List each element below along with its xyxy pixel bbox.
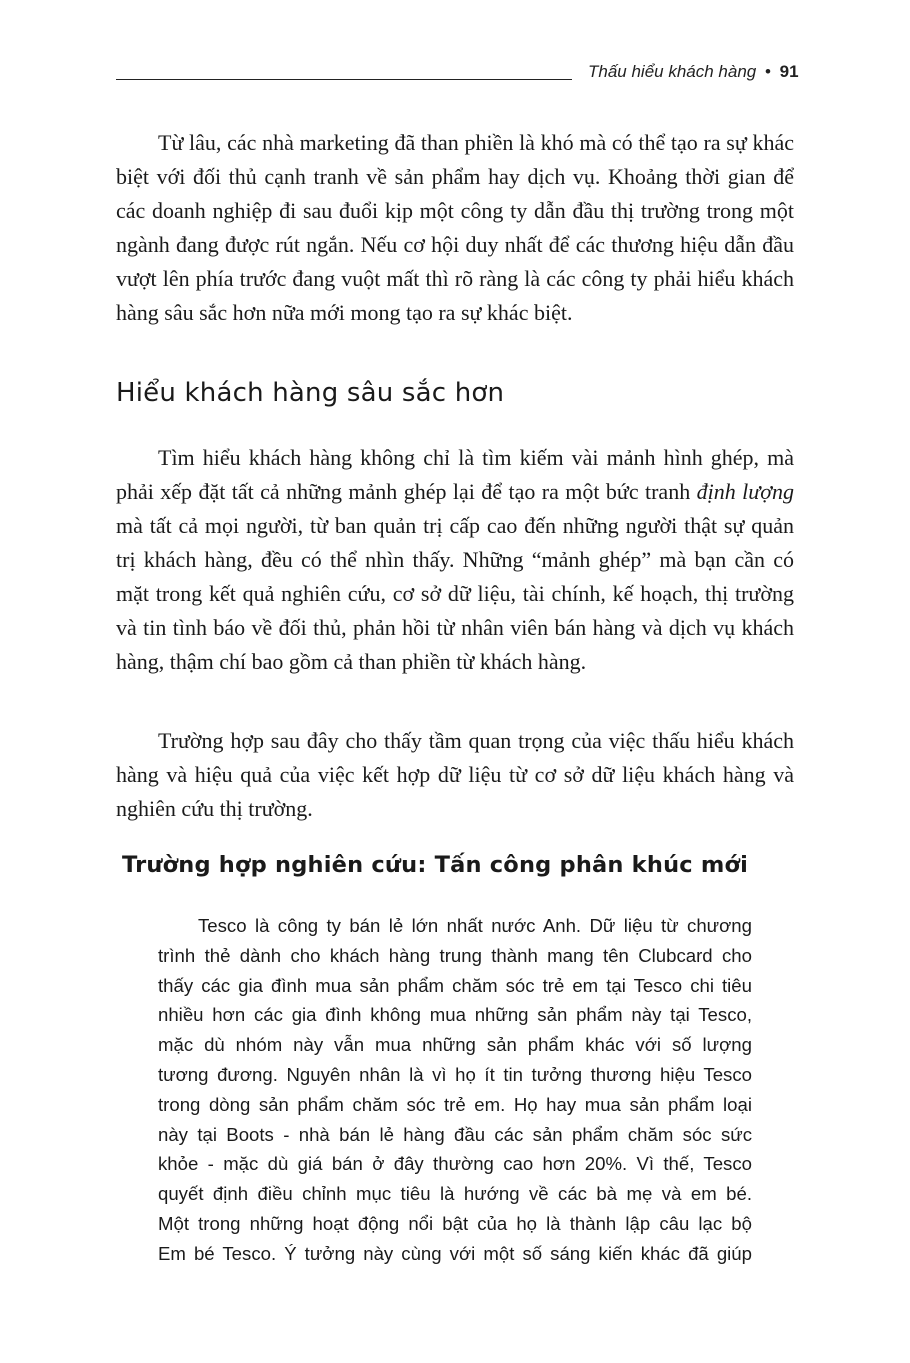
paragraph-1-text: Từ lâu, các nhà marketing đã than phiền là khó mà có thể tạo ra sự khác biệt với đối thủ cạnh tranh về sản phẩm hay dịch vụ. Khoảng thời gian để các doanh nghiệp đi sau đuổi kịp một công ty dẫn đầu thị trường trong một ngành đang được rút ngắn. Nếu cơ hội duy nhất để các thương hiệu dẫn đầu vượt lên phía trước đang vuột mất thì rõ ràng là các công ty phải hiểu khách hàng sâu sắc hơn nữa mới mong tạo ra sự khác biệt. (116, 130, 794, 325)
body-paragraph-3 (116, 724, 794, 826)
case-study-line: Tesco là công ty bán lẻ lớn nhất nước Anh. Dữ liệu từ chương (198, 915, 752, 936)
body-paragraph-1 (116, 126, 794, 330)
case-study-line: quyết định điều chỉnh mục tiêu là hướng về các bà mẹ và em bé. (158, 1183, 752, 1205)
case-study-line: trong dòng sản phẩm chăm sóc trẻ em. Họ hay mua sản phẩm loại (158, 1093, 752, 1115)
case-study-body (158, 911, 752, 1269)
case-study-line: mặc dù nhóm này vẫn mua những sản phẩm khác với số lượng (158, 1034, 752, 1056)
section-heading: Hiểu khách hàng sâu sắc hơn (116, 378, 505, 408)
paragraph-2-italic: định lượng (696, 479, 794, 504)
case-study-line: trình thẻ dành cho khách hàng trung thành mang tên Clubcard cho (158, 944, 752, 966)
case-study-line: khỏe - mặc dù giá bán ở đây thường cao hơn 20%. Vì thế, Tesco (158, 1153, 752, 1175)
case-study-line: Em bé Tesco. Ý tưởng này cùng với một số sáng kiến khác đã giúp (158, 1242, 752, 1264)
body-paragraph-2 (116, 441, 794, 679)
paragraph-2-before: Tìm hiểu khách hàng không chỉ là tìm kiếm vài mảnh hình ghép, mà phải xếp đặt tất cả những mảnh ghép lại để tạo ra một bức tranh (116, 445, 794, 504)
case-study-line: này tại Boots - nhà bán lẻ hàng đầu các sản phẩm chăm sóc sức (158, 1123, 752, 1145)
paragraph-2-text (116, 441, 794, 679)
case-study-line: tương đương. Nguyên nhân là vì họ ít tin tưởng thương hiệu Tesco (158, 1063, 752, 1085)
header-rule (116, 79, 572, 80)
case-study-line: thấy các gia đình mua sản phẩm chăm sóc trẻ em tại Tesco chi tiêu (158, 974, 752, 996)
header-separator: • (764, 62, 771, 81)
page-number: 91 (779, 62, 799, 81)
paragraph-2-after: mà tất cả mọi người, từ ban quản trị cấp cao đến những người thật sự quản trị khách hàng, đều có thể nhìn thấy. Những “mảnh ghép” mà bạn cần có mặt trong kết quả nghiên cứu, cơ sở dữ liệu, tài chính, kế hoạch, thị trường và tin tình báo về đối thủ, phản hồi từ nhân viên bán hàng và dịch vụ khách hàng, thậm chí bao gồm cả than phiền từ khách hàng. (116, 513, 794, 674)
case-study-line: nhiều hơn các gia đình không mua những sản phẩm này tại Tesco, (158, 1004, 752, 1026)
running-header (588, 62, 799, 82)
running-title: Thấu hiểu khách hàng (588, 62, 757, 81)
paragraph-3-text: Trường hợp sau đây cho thấy tầm quan trọng của việc thấu hiểu khách hàng và hiệu quả của việc kết hợp dữ liệu từ cơ sở dữ liệu khách hàng và nghiên cứu thị trường. (116, 728, 794, 821)
case-study-heading: Trường hợp nghiên cứu: Tấn công phân khúc mới (122, 852, 749, 878)
case-study-line: Một trong những hoạt động nổi bật của họ là thành lập câu lạc bộ (158, 1212, 752, 1234)
